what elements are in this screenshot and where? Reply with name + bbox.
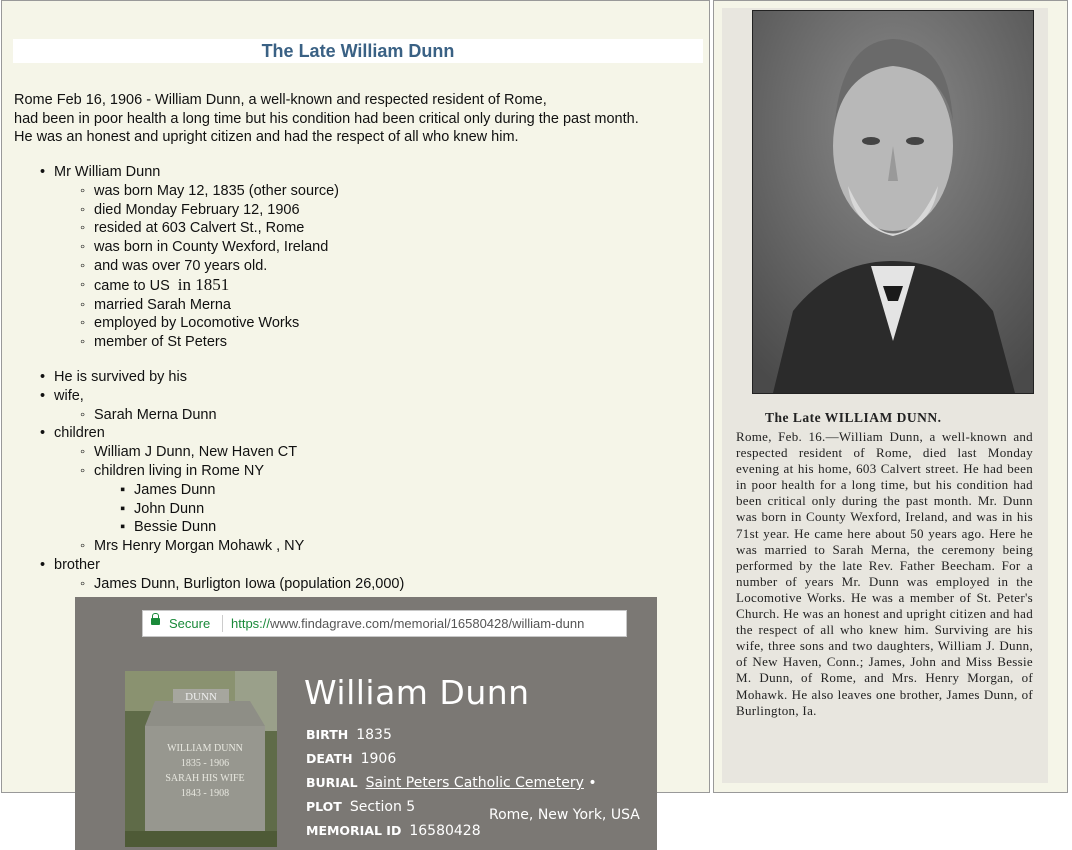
outline-item	[40, 368, 404, 387]
headstone-text: WILLIAM DUNN	[167, 743, 243, 754]
bullet-icon: ◦	[80, 257, 86, 274]
bullet-icon: ◦	[80, 201, 86, 218]
burial-row	[306, 775, 597, 791]
bullet-icon: ◦	[80, 334, 86, 351]
headstone-text: 1843 - 1908	[180, 788, 230, 799]
lock-icon	[151, 618, 160, 625]
bullet-icon: ◦	[80, 276, 86, 293]
outline-item	[40, 163, 404, 182]
outline-item	[80, 238, 404, 257]
outline-item	[80, 443, 404, 462]
url-rest: www.findagrave.com/memorial/16580428/william-dunn	[270, 616, 585, 631]
burial-label: BURIAL	[306, 775, 358, 790]
burial-separator: •	[588, 775, 597, 791]
memorial-id-row	[306, 823, 481, 839]
bullet-icon: ◦	[80, 462, 86, 479]
outline-item	[80, 406, 404, 425]
outline-item	[80, 296, 404, 315]
outline-item	[80, 314, 404, 333]
birth-value: 1835	[356, 727, 392, 743]
bullet-icon: ◦	[80, 406, 86, 423]
outline-text: was born in County Wexford, Ireland	[94, 239, 329, 256]
findagrave-card	[75, 597, 657, 850]
outline-text: member of St Peters	[94, 334, 227, 351]
outline-text: James Dunn	[134, 481, 216, 498]
outline-text: William J Dunn, New Haven CT	[94, 444, 298, 461]
outline-text: married Sarah Merna	[94, 296, 231, 313]
death-value: 1906	[360, 751, 397, 767]
death-label: DEATH	[306, 751, 353, 766]
article-intro	[14, 91, 709, 147]
bullet-icon: ◦	[80, 182, 86, 199]
memorial-id-value: 16580428	[409, 823, 481, 839]
bullet-icon: •	[40, 368, 46, 385]
bullet-icon: ▪	[120, 481, 126, 498]
headstone-text: 1835 - 1906	[180, 758, 230, 769]
bullet-icon: •	[40, 556, 46, 573]
outline-text: died Monday February 12, 1906	[94, 201, 300, 218]
bullet-icon: ◦	[80, 538, 86, 555]
url-divider	[222, 615, 223, 632]
portrait-photo	[752, 10, 1034, 394]
outline-item	[40, 424, 404, 443]
outline-text: was born May 12, 1835 (other source)	[94, 182, 340, 199]
url-text[interactable]	[231, 616, 584, 631]
outline-item	[120, 481, 404, 500]
outline-text: Sarah Merna Dunn	[94, 406, 217, 423]
bullet-icon: •	[40, 425, 46, 442]
birth-label: BIRTH	[306, 727, 349, 742]
article-title: The Late William Dunn	[261, 41, 455, 61]
memorial-id-label: MEMORIAL ID	[306, 823, 402, 838]
outline-item	[80, 182, 404, 201]
outline-text: came to US	[94, 277, 170, 294]
intro-line: Rome Feb 16, 1906 - William Dunn, a well-known and respected resident of Rome,	[14, 92, 547, 108]
url-prefix: https://	[231, 616, 271, 631]
birth-row	[306, 727, 392, 743]
bullet-icon: ◦	[80, 296, 86, 313]
outline-item	[80, 219, 404, 238]
headstone-text: DUNN	[185, 691, 217, 703]
outline-item	[80, 462, 404, 481]
bullet-icon: ◦	[80, 315, 86, 332]
outline-item	[80, 333, 404, 352]
outline-text: resided at 603 Calvert St., Rome	[94, 220, 305, 237]
list-spacer	[40, 352, 404, 368]
plot-label: PLOT	[306, 799, 342, 814]
intro-line: He was an honest and upright citizen and had the respect of all who knew him.	[14, 129, 519, 145]
outline-extra-text: in 1851	[177, 274, 230, 294]
outline-text: He is survived by his	[54, 368, 187, 385]
outline-item	[80, 274, 404, 296]
browser-url-bar[interactable]	[142, 610, 627, 637]
outline-text: brother	[54, 556, 100, 573]
title-bar	[13, 39, 703, 63]
bullet-icon: ▪	[120, 500, 126, 517]
outline-text: John Dunn	[134, 500, 205, 517]
outline-text: Mr William Dunn	[54, 164, 161, 180]
outline-item	[80, 575, 405, 594]
secure-label: Secure	[169, 616, 211, 631]
bullet-icon: ◦	[80, 444, 86, 461]
intro-line: had been in poor health a long time but his condition had been critical only during the past month.	[14, 110, 639, 127]
bullet-icon: ◦	[80, 575, 86, 592]
outline-text: Bessie Dunn	[134, 519, 217, 536]
outline-text: Mrs Henry Morgan Mohawk , NY	[94, 538, 305, 555]
burial-location: Rome, New York, USA	[489, 807, 640, 823]
plot-row	[306, 799, 415, 815]
memorial-name: William Dunn	[304, 673, 530, 712]
clipping-headline: The Late WILLIAM DUNN.	[765, 410, 942, 425]
bullet-icon: •	[40, 387, 46, 404]
plot-value: Section 5	[349, 799, 416, 815]
outline-item	[40, 387, 404, 406]
outline-text: wife,	[54, 387, 84, 404]
outline-item	[80, 537, 404, 556]
outline-text: children	[54, 425, 105, 442]
outline-text: employed by Locomotive Works	[94, 315, 300, 332]
burial-link[interactable]: Saint Peters Catholic Cemetery	[365, 775, 584, 791]
outline-item	[80, 257, 404, 276]
outline-text: James Dunn, Burligton Iowa (population 26,000)	[94, 575, 405, 592]
headstone-text: SARAH HIS WIFE	[165, 773, 245, 784]
bullet-icon: ◦	[80, 239, 86, 256]
bullet-icon: •	[40, 164, 46, 180]
death-row	[306, 751, 396, 767]
outline-item	[120, 500, 404, 519]
bullet-icon: ◦	[80, 220, 86, 237]
clipping-body: Rome, Feb. 16.—William Dunn, a well-known and respected resident of Rome, died last Monday evening at his home, 603 Calvert street. He had been in poor health for a long time, but his condition had been critical only during the past month. Mr. Dunn was born in County Wexford, Ireland, and was in his 71st year. He came here about 50 years ago. Here he was married to Sarah Merna, the ceremony being performed by the late Rev. Father Beecham. For a number of years Mr. Dunn was employed in the Locomotive Works. He was a member of St. Peter's Church. He was an honest and upright citizen and had the respect of all who knew him. Surviving are his wife, three sons and two daughters, William J. Dunn, of New Haven, Conn.; James, John and Miss Bessie M. Dunn, of Rome, and Mrs. Henry Morgan, of Mohawk. He also leaves one brother, James Dunn, of Burlington, Ia.	[736, 429, 1033, 718]
outline-item	[80, 201, 404, 220]
headstone-photo	[125, 671, 277, 847]
newspaper-clipping	[722, 8, 1048, 783]
outline-item	[40, 556, 404, 575]
outline-text: and was over 70 years old.	[94, 257, 268, 274]
bullet-icon: ▪	[120, 519, 126, 536]
outline-item	[120, 518, 404, 537]
outline-text: children living in Rome NY	[94, 462, 265, 479]
obituary-outline	[40, 163, 404, 594]
